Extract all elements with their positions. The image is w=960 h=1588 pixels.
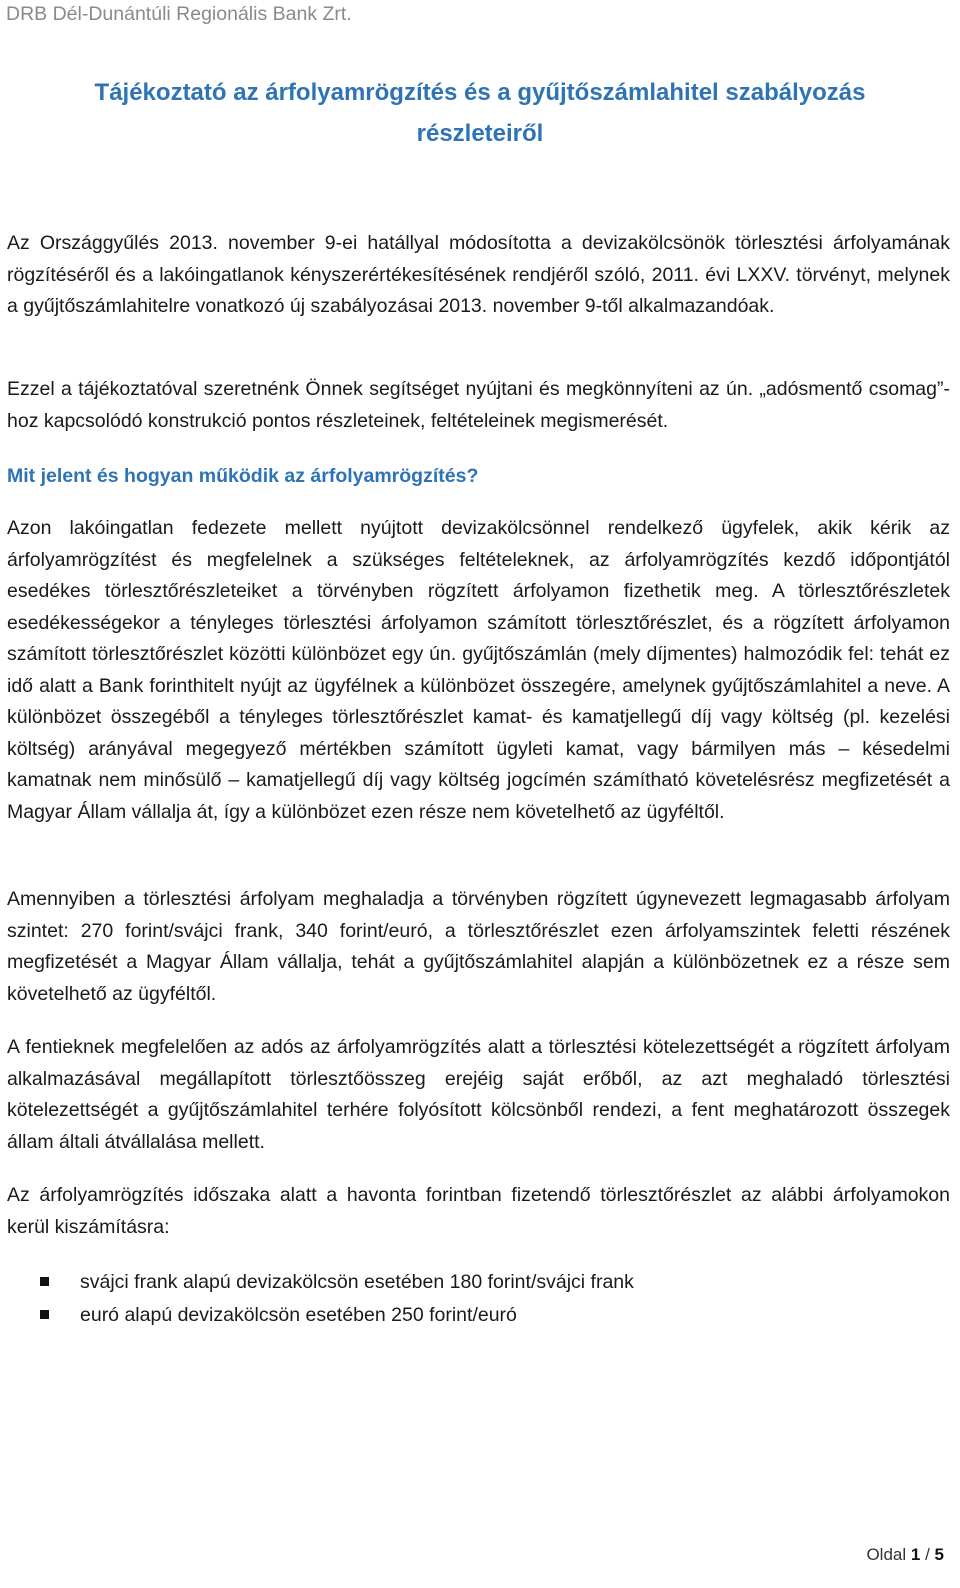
- paragraph-limit: Amennyiben a törlesztési árfolyam meghaladja a törvényben rögzített úgynevezett legmagasabb árfolyam szintet: 270 forint/svájci frank, 340 forint/euró, a törlesztőrészlet ezen árfolyamszintek feletti részének megfizetését a Magyar Állam vállalja, tehát a gyűjtőszámlahitel alapján a különbözetnek ez a része sem követelhető az ügyféltől.: [7, 888, 950, 1005]
- list-item-text: euró alapú devizakölcsön esetében 250 forint/euró: [80, 1304, 517, 1326]
- list-item: [40, 1299, 634, 1332]
- square-bullet-icon: [40, 1277, 49, 1286]
- list-item: [40, 1266, 634, 1299]
- square-bullet-icon: [40, 1310, 49, 1319]
- paragraph-main: Azon lakóingatlan fedezete mellett nyújtott devizakölcsönnel rendelkező ügyfelek, akik kérik az árfolyamrögzítést és megfelelnek a szükséges feltételeknek, az árfolyamrögzítés kezdő időpontjától esedékes törlesztőrészleteiket a törvényben rögzített árfolyamon fizethetik meg. A törlesztőrészletek esedékességekor a tényleges törlesztési árfolyamon számított törlesztőrészlet, és a rögzített árfolyamon számított törlesztőrészlet közötti különbözet egy ún. gyűjtőszámlán (mely díjmentes) halmozódik fel: tehát ez idő alatt a Bank forinthitelt nyújt az ügyfélnek a különbözet összegére, amelynek gyűjtőszámlahitel a neve. A különbözet összegéből a tényleges törlesztőrészlet kamat- és kamatjellegű díj vagy költség (pl. kezelési költség) arányával megegyező mértékben számított ügyleti kamat, vagy bármilyen más – késedelmi kamatnak nem minősülő – kamatjellegű díj vagy költség jogcímén számítható követelésrész megfizetését a Magyar Állam vállalja át, így a különbözet ezen része nem követelhető az ügyféltől.: [7, 517, 950, 823]
- document-title-line-2: részleteiről: [416, 120, 544, 147]
- document-title-line-1: Tájékoztató az árfolyamrögzítés és a gyűjtőszámlahitel szabályozás: [94, 79, 866, 106]
- document-title: [30, 72, 930, 154]
- page-number: [866, 1545, 944, 1565]
- intro-paragraph-1: Az Országgyűlés 2013. november 9-ei hatállyal módosította a devizakölcsönök törlesztési árfolyamának rögzítéséről és a lakóingatlanok kényszerértékesítésének rendjéről szóló, 2011. évi LXXV. törvényt, melynek a gyűjtőszámlahitelre vonatkozó új szabályozásai 2013. november 9-től alkalmazandóak.: [7, 232, 950, 317]
- paragraph-duties: A fentieknek megfelelően az adós az árfolyamrögzítés alatt a törlesztési kötelezettségét a rögzített árfolyam alkalmazásával megállapított törlesztőösszeg erejéig saját erőből, az azt meghaladó törlesztési kötelezettségét a gyűjtőszámlahitel terhére folyósított kölcsönből rendezi, a fent meghatározott összegek állam általi átvállalása mellett.: [7, 1036, 950, 1153]
- page-label: Oldal: [866, 1545, 907, 1564]
- page-current: 1: [910, 1545, 921, 1564]
- intro-paragraph-2: Ezzel a tájékoztatóval szeretnénk Önnek segítséget nyújtani és megkönnyíteni az ún. „adósmentő csomag”-hoz kapcsolódó konstrukció pontos részleteinek, feltételeinek megismerését.: [7, 378, 950, 432]
- list-item-text: svájci frank alapú devizakölcsön esetében 180 forint/svájci frank: [80, 1271, 634, 1293]
- section-heading: Mit jelent és hogyan működik az árfolyamrögzítés?: [7, 465, 479, 487]
- paragraph-rates-intro: Az árfolyamrögzítés időszaka alatt a havonta forintban fizetendő törlesztőrészlet az alábbi árfolyamokon kerül kiszámításra:: [7, 1184, 950, 1238]
- page-total: 5: [934, 1545, 944, 1564]
- page-separator: /: [925, 1545, 930, 1564]
- rates-bullet-list: [40, 1266, 634, 1332]
- bank-name-header: DRB Dél-Dunántúli Regionális Bank Zrt.: [6, 3, 352, 25]
